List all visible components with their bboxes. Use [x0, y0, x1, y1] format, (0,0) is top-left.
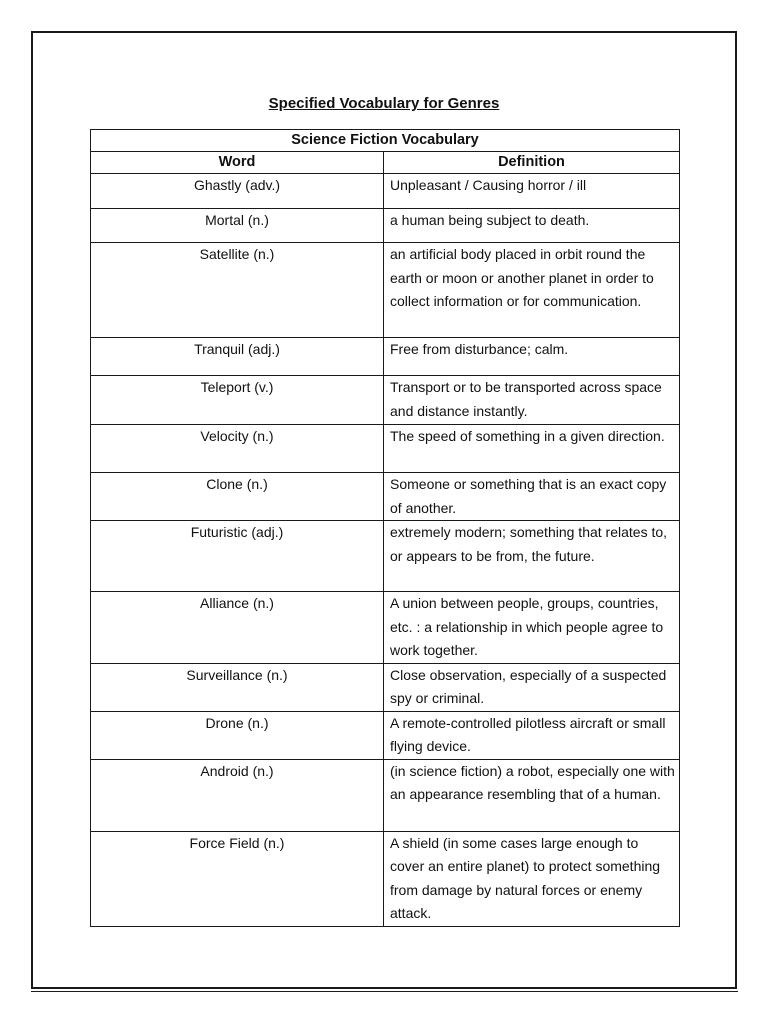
word-cell: Satellite (n.) [91, 243, 384, 338]
definition-cell: Someone or something that is an exact copy of another. [384, 473, 680, 521]
table-caption-row [91, 130, 680, 152]
table-row [91, 376, 680, 425]
word-cell: Tranquil (adj.) [91, 338, 384, 376]
definition-cell: a human being subject to death. [384, 209, 680, 243]
table-row [91, 425, 680, 473]
word-cell: Velocity (n.) [91, 425, 384, 473]
table-row [91, 831, 680, 926]
table-row [91, 338, 680, 376]
definition-cell: Transport or to be transported across space and distance instantly. [384, 376, 680, 425]
table-row [91, 174, 680, 209]
word-cell: Mortal (n.) [91, 209, 384, 243]
document-title: Specified Vocabulary for Genres [268, 95, 500, 112]
table-row [91, 711, 680, 759]
column-header-definition: Definition [384, 152, 680, 174]
definition-cell: Close observation, especially of a suspected spy or criminal. [384, 663, 680, 711]
table-row [91, 521, 680, 592]
page-bottom-rule [31, 991, 738, 992]
vocabulary-table [90, 129, 680, 927]
word-cell: Android (n.) [91, 759, 384, 831]
definition-cell: an artificial body placed in orbit round the earth or moon or another planet in order to collect information or for communication. [384, 243, 680, 338]
definition-cell: (in science fiction) a robot, especially one with an appearance resembling that of a human. [384, 759, 680, 831]
table-header-row [91, 152, 680, 174]
word-cell: Drone (n.) [91, 711, 384, 759]
word-cell: Alliance (n.) [91, 592, 384, 664]
word-cell: Teleport (v.) [91, 376, 384, 425]
definition-cell: A remote-controlled pilotless aircraft or small flying device. [384, 711, 680, 759]
word-cell: Ghastly (adv.) [91, 174, 384, 209]
definition-cell: Unpleasant / Causing horror / ill [384, 174, 680, 209]
table-row [91, 759, 680, 831]
column-header-word: Word [91, 152, 384, 174]
table-row [91, 243, 680, 338]
table-row [91, 209, 680, 243]
definition-cell: Free from disturbance; calm. [384, 338, 680, 376]
definition-cell: A shield (in some cases large enough to cover an entire planet) to protect something from damage by natural forces or enemy attack. [384, 831, 680, 926]
definition-cell: extremely modern; something that relates to, or appears to be from, the future. [384, 521, 680, 592]
word-cell: Surveillance (n.) [91, 663, 384, 711]
word-cell: Force Field (n.) [91, 831, 384, 926]
definition-cell: The speed of something in a given direction. [384, 425, 680, 473]
word-cell: Futuristic (adj.) [91, 521, 384, 592]
word-cell: Clone (n.) [91, 473, 384, 521]
table-row [91, 473, 680, 521]
definition-cell: A union between people, groups, countries, etc. : a relationship in which people agree to work together. [384, 592, 680, 664]
table-row [91, 663, 680, 711]
table-row [91, 592, 680, 664]
table-caption: Science Fiction Vocabulary [91, 130, 680, 152]
